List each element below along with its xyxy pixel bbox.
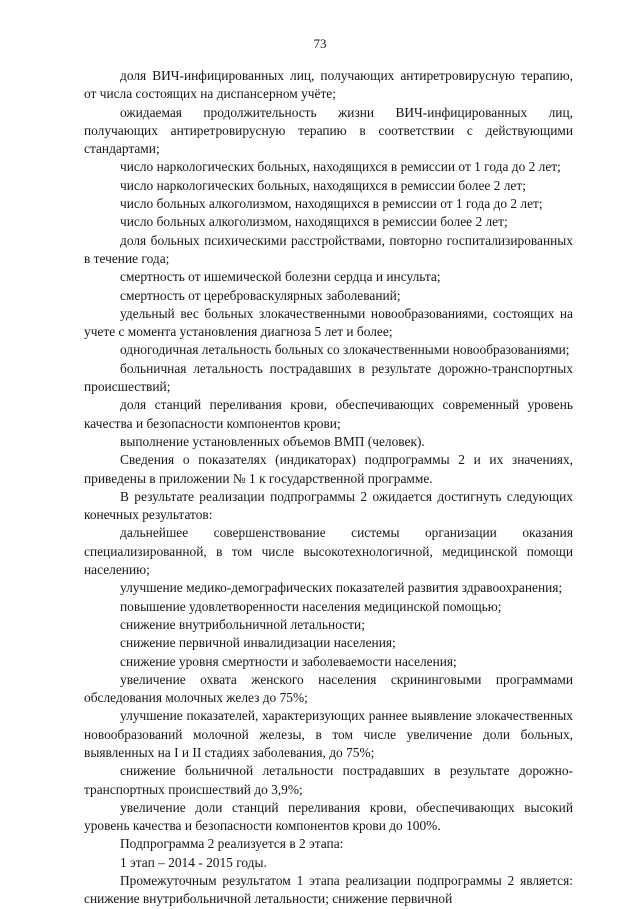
paragraph: снижение уровня смертности и заболеваемости населения; [120, 653, 457, 669]
paragraph: дальнейшее совершенствование системы организации оказания специализированной, в том числе высокотехнологичной, медицинской помощи населению; [84, 525, 573, 578]
paragraph: удельный вес больных злокачественными новообразованиями, состоящих на учете с момента установления диагноза 5 лет и более; [84, 305, 573, 340]
paragraph: смертность от ишемической болезни сердца и инсульта; [120, 269, 441, 285]
document-body [84, 67, 573, 909]
paragraph: число больных алкоголизмом, находящихся в ремиссии более 2 лет; [120, 214, 508, 230]
paragraph: смертность от цереброваскулярных заболеваний; [120, 287, 401, 303]
paragraph: снижение больничной летальности пострадавших в результате дорожно-транспортных происшествий до 3,9%; [84, 763, 573, 797]
paragraph: снижение внутрибольничной летальности; [120, 616, 365, 632]
paragraph: 1 этап – 2014 - 2015 годы. [120, 854, 267, 870]
paragraph: одногодичная летальность больных со злокачественными новообразованиями; [120, 342, 570, 358]
paragraph: число больных алкоголизмом, находящихся в ремиссии от 1 года до 2 лет; [120, 196, 543, 212]
paragraph: улучшение показателей, характеризующих раннее выявление злокачественных новообразований молочной железы, в том числе увеличение доли больных, выявленных на I и II стадиях заболевания, до 75%; [84, 708, 573, 760]
paragraph: Промежуточным результатом 1 этапа реализации подпрограммы 2 является: снижение внутрибольничной летальности; снижение первичной [84, 873, 573, 907]
paragraph: увеличение охвата женского населения скрининговыми программами обследования молочных желез до 75%; [84, 671, 573, 706]
paragraph: число наркологических больных, находящихся в ремиссии более 2 лет; [120, 177, 526, 193]
paragraph: выполнение установленных объемов ВМП (человек). [120, 433, 425, 449]
paragraph: больничная летальность пострадавших в результате дорожно-транспортных происшествий; [84, 360, 573, 395]
page-number: 73 [313, 36, 327, 51]
paragraph: повышение удовлетворенности населения медицинской помощью; [120, 598, 502, 614]
paragraph: число наркологических больных, находящихся в ремиссии от 1 года до 2 лет; [120, 159, 561, 175]
paragraph: доля больных психическими расстройствами, повторно госпитализированных в течение года; [84, 232, 573, 266]
paragraph: Подпрограмма 2 реализуется в 2 этапа: [120, 836, 344, 852]
paragraph: снижение первичной инвалидизации населения; [120, 635, 396, 651]
paragraph: улучшение медико-демографических показателей развития здравоохранения; [120, 580, 563, 596]
paragraph: Сведения о показателях (индикаторах) подпрограммы 2 и их значениях, приведены в приложении № 1 к государственной программе. [84, 452, 573, 486]
paragraph: ожидаемая продолжительность жизни ВИЧ-инфицированных лиц, получающих антиретровирусную терапию в соответствии с действующими стандартами; [84, 104, 573, 157]
paragraph: доля станций переливания крови, обеспечивающих современный уровень качества и безопасности компонентов крови; [84, 397, 573, 431]
paragraph: увеличение доли станций переливания крови, обеспечивающих высокий уровень качества и безопасности компонентов крови до 100%. [84, 799, 573, 834]
paragraph: В результате реализации подпрограммы 2 ожидается достигнуть следующих конечных результатов: [84, 488, 573, 523]
paragraph: доля ВИЧ-инфицированных лиц, получающих антиретровирусную терапию, от числа состоящих на диспансерном учёте; [84, 68, 573, 102]
